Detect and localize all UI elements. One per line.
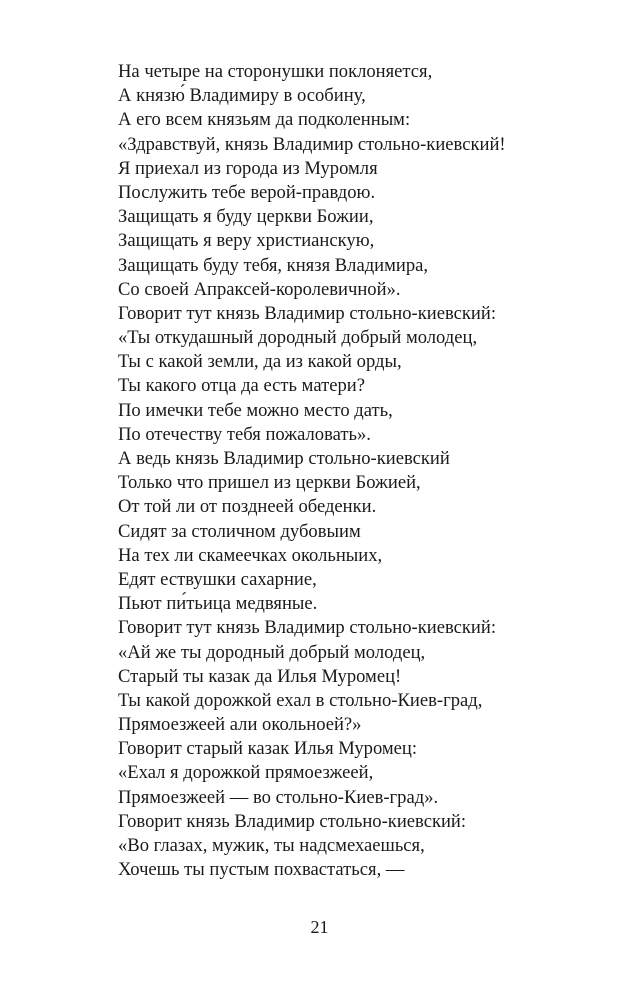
verse-line: Сидят за столичном дубовыим (118, 520, 361, 542)
verse-line: Едят ествушки сахарние, (118, 568, 317, 590)
verse-line: А его всем князьям да подколенным: (118, 109, 411, 131)
verse-line: «Ехал я дорожкой прямоезжеей, (118, 762, 374, 784)
verse-line: Ты какой дорожкой ехал в стольно-Киев-град, (118, 689, 483, 711)
page-number: 21 (310, 917, 329, 937)
verse-line: Послужить тебе верой-правдою. (118, 181, 376, 203)
verse-line: Говорит князь Владимир стольно-киевский: (118, 810, 467, 832)
verse-line: На тех ли скамеечках окольныих, (118, 544, 383, 566)
verse-line: «Ты откудашный дородный добрый молодец, (118, 327, 478, 349)
verse-line: Защищать я буду церкви Божии, (118, 206, 374, 228)
verse-line: Пьют пи́тьица медвяные. (118, 593, 318, 615)
verse-line: Только что пришел из церкви Божией, (118, 472, 421, 494)
verse-line: Ты какого отца да есть матери? (118, 375, 365, 397)
verse-line: Прямоезжеей — во стольно-Киев-град». (118, 786, 439, 808)
verse-line: Хочешь ты пустым похвастаться, — (118, 859, 405, 881)
verse-line: Ты с какой земли, да из какой орды, (118, 351, 402, 373)
verse-line: Говорит тут князь Владимир стольно-киевский: (118, 617, 496, 639)
verse-line: Я приехал из города из Муромля (118, 157, 378, 179)
verse-line: Старый ты казак да Илья Муромец! (118, 665, 402, 687)
verse-line: По имечки тебе можно место дать, (118, 399, 393, 421)
verse-line: «Во глазах, мужик, ты надсмехаешься, (118, 835, 425, 856)
verse-line: А князю́ Владимиру в особину, (118, 85, 366, 107)
verse-line: На четыре на сторонушки поклоняется, (118, 61, 433, 82)
verse-line: Прямоезжеей али окольноей?» (118, 714, 362, 736)
verse-line: А ведь князь Владимир стольно-киевский (118, 448, 450, 469)
verse-text (118, 60, 618, 882)
verse-line: Со своей Апраксей-королевичной». (118, 278, 401, 300)
verse-line: Говорит старый казак Илья Муромец: (118, 738, 418, 760)
verse-line: От той ли от позднеей обеденки. (118, 496, 377, 518)
verse-line: Защищать буду тебя, князя Владимира, (118, 254, 429, 276)
verse-line: «Здравствуй, князь Владимир стольно-киевский! (118, 133, 506, 155)
verse-line: Говорит тут князь Владимир стольно-киевский: (118, 302, 496, 324)
verse-line: По отечеству тебя пожаловать». (118, 423, 371, 445)
verse-line: Защищать я веру христианскую, (118, 230, 375, 252)
verse-line: «Ай же ты дородный добрый молодец, (118, 641, 426, 663)
